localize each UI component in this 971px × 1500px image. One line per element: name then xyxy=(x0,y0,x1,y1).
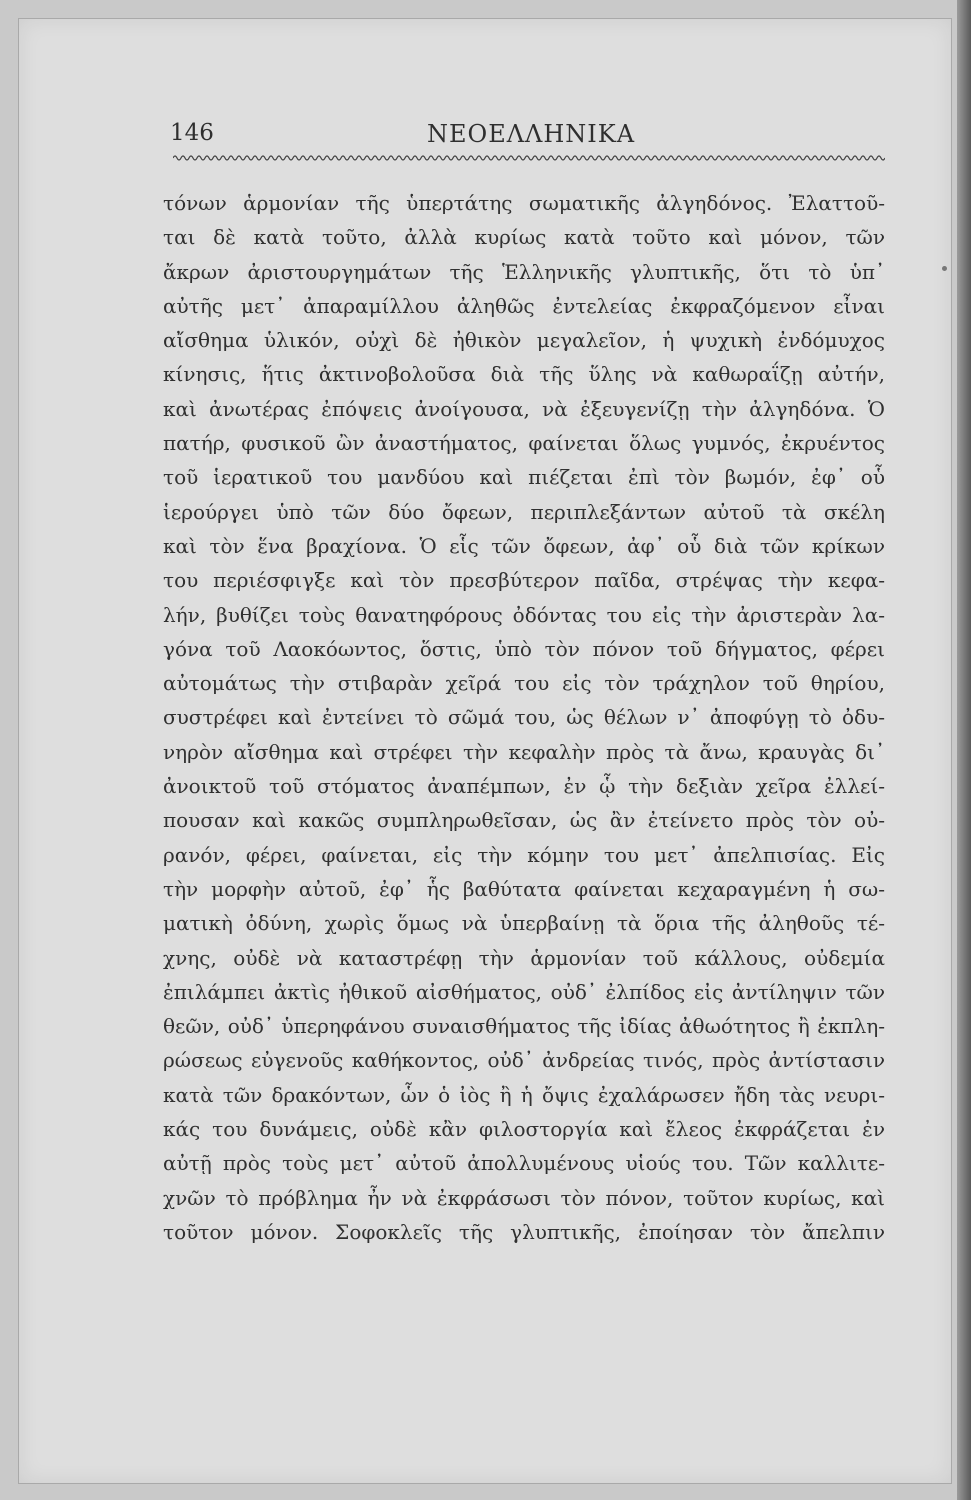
text-line: ται δὲ κατὰ τοῦτο, ἀλλὰ κυρίως κατὰ τοῦτο καὶ μόνον, τῶν xyxy=(163,225,885,250)
text-line: ματικὴ ὀδύνη, χωρὶς ὅμως νὰ ὑπερβαίνῃ τὰ ὅρια τῆς ἀληθοῦς τέ- xyxy=(163,911,885,936)
text-line: καὶ τὸν ἕνα βραχίονα. Ὁ εἷς τῶν ὄφεων, ἀφ᾽ οὗ διὰ τῶν κρίκων xyxy=(163,533,885,558)
text-line: συστρέφει καὶ ἐντείνει τὸ σῶμά του, ὡς θέλων ν᾽ ἀποφύγῃ τὸ ὀδυ- xyxy=(163,705,885,730)
text-line: αἴσθημα ὑλικόν, οὐχὶ δὲ ἠθικὸν μεγαλεῖον, ἡ ψυχικὴ ἐνδόμυχος xyxy=(163,328,885,353)
wavy-rule xyxy=(173,152,885,164)
text-line: κάς του δυνάμεις, οὐδὲ κἂν φιλοστοργία καὶ ἔλεος ἐκφράζεται ἐν xyxy=(163,1117,885,1142)
text-line: του περιέσφιγξε καὶ τὸν πρεσβύτερον παῖδα, στρέψας τὴν κεφα- xyxy=(163,568,885,593)
text-line: τοῦ ἱερατικοῦ του μανδύου καὶ πιέζεται ἐπὶ τὸν βωμόν, ἐφ᾽ οὗ xyxy=(163,465,885,490)
text-line: χνῶν τὸ πρόβλημα ἦν νὰ ἐκφράσωσι τὸν πόνον, τοῦτον κυρίως, καὶ xyxy=(163,1185,885,1210)
text-line: αὐτῇ πρὸς τοὺς μετ᾽ αὐτοῦ ἀπολλυμένους υἱούς του. Τῶν καλλιτε- xyxy=(163,1151,885,1176)
text-line: λήν, βυθίζει τοὺς θανατηφόρους ὀδόντας του εἰς τὴν ἀριστερὰν λα- xyxy=(163,602,885,627)
text-line: αὐτομάτως τὴν στιβαρὰν χεῖρά του εἰς τὸν τράχηλον τοῦ θηρίου, xyxy=(163,671,885,696)
text-line: τοῦτον μόνον. Σοφοκλεῖς τῆς γλυπτικῆς, ἐποίησαν τὸν ἄπελπιν xyxy=(163,1219,885,1244)
page-number: 146 xyxy=(170,120,214,146)
text-line: κίνησις, ἥτις ἀκτινοβολοῦσα διὰ τῆς ὕλης νὰ καθωραΐζῃ αὐτήν, xyxy=(163,362,885,387)
page-header xyxy=(152,120,884,156)
text-line: γόνα τοῦ Λαοκόωντος, ὅστις, ὑπὸ τὸν πόνον τοῦ δήγματος, φέρει xyxy=(163,636,885,661)
text-line: αὐτῆς μετ᾽ ἀπαραμίλλου ἀληθῶς ἐντελείας ἐκφραζόμενον εἶναι xyxy=(163,293,885,318)
text-line: τόνων ἁρμονίαν τῆς ὑπερτάτης σωματικῆς ἀλγηδόνος. Ἐλαττοῦ- xyxy=(163,191,885,215)
text-line: ἱερούργει ὑπὸ τῶν δύο ὄφεων, περιπλεξάντων αὐτοῦ τὰ σκέλη xyxy=(163,499,885,524)
text-line: χνης, οὐδὲ νὰ καταστρέφῃ τὴν ἁρμονίαν τοῦ κάλλους, οὐδεμία xyxy=(163,945,885,970)
page-edge-shadow xyxy=(957,0,971,1500)
text-line: πουσαν καὶ κακῶς συμπληρωθεῖσαν, ὡς ἂν ἐτείνετο πρὸς τὸν οὐ- xyxy=(163,808,885,833)
text-line: ἄκρων ἀριστουργημάτων τῆς Ἑλληνικῆς γλυπτικῆς, ὅτι τὸ ὑπ᾽ xyxy=(163,259,885,284)
text-line: θεῶν, οὐδ᾽ ὑπερηφάνου συναισθήματος τῆς ἰδίας ἀθωότητος ἢ ἐκπλη- xyxy=(163,1014,885,1039)
text-line: πατήρ, φυσικοῦ ὢν ἀναστήματος, φαίνεται ὅλως γυμνός, ἐκρυέντος xyxy=(163,431,885,456)
text-line: ἀνοικτοῦ τοῦ στόματος ἀναπέμπων, ἐν ᾧ τὴν δεξιὰν χεῖρα ἐλλεί- xyxy=(163,774,885,799)
margin-mark xyxy=(942,266,947,271)
running-title: ΝΕΟΕΛΛΗΝΙΚΑ xyxy=(427,120,636,148)
text-line: τὴν μορφὴν αὐτοῦ, ἐφ᾽ ἧς βαθύτατα φαίνεται κεχαραγμένη ἡ σω- xyxy=(163,876,885,901)
text-line: ρανόν, φέρει, φαίνεται, εἰς τὴν κόμην του μετ᾽ ἀπελπισίας. Εἰς xyxy=(163,842,885,867)
text-line: νηρὸν αἴσθημα καὶ στρέφει τὴν κεφαλὴν πρὸς τὰ ἄνω, κραυγὰς δι᾽ xyxy=(163,739,885,764)
text-line: ρώσεως εὐγενοῦς καθήκοντος, οὐδ᾽ ἀνδρείας τινός, πρὸς ἀντίστασιν xyxy=(163,1048,885,1073)
text-line: κατὰ τῶν δρακόντων, ὧν ὁ ἰὸς ἢ ἡ ὄψις ἐχαλάρωσεν ἤδη τὰς νευρι- xyxy=(163,1082,885,1107)
body-text xyxy=(163,186,885,1249)
text-line: ἐπιλάμπει ἀκτὶς ἠθικοῦ αἰσθήματος, οὐδ᾽ ἐλπίδος εἰς ἀντίληψιν τῶν xyxy=(163,979,885,1004)
text-line: καὶ ἀνωτέρας ἐπόψεις ἀνοίγουσα, νὰ ἐξευγενίζῃ τὴν ἀλγηδόνα. Ὁ xyxy=(163,396,885,421)
